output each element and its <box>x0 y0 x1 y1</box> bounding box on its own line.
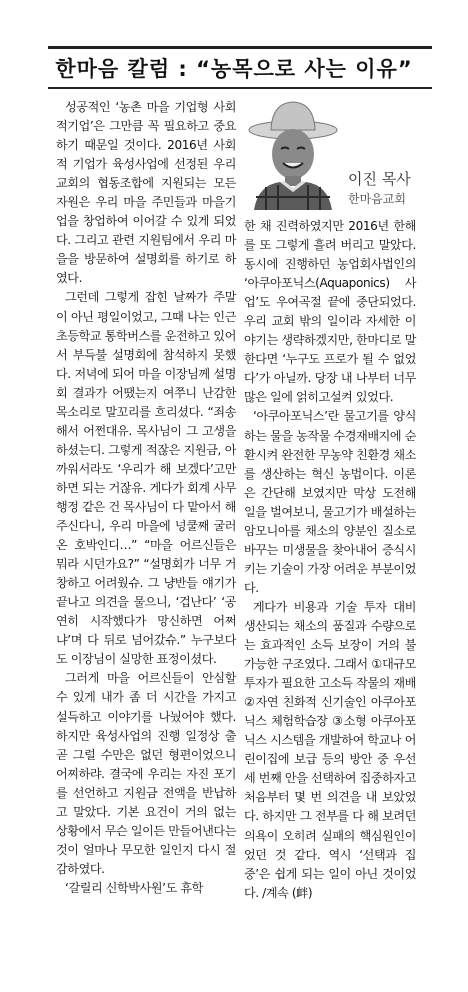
column-headline: 한마음 칼럼 : “농목으로 사는 이유” <box>55 57 413 81</box>
paragraph: ‘갈릴리 신학박사원’도 휴학 <box>65 880 203 895</box>
paragraph: 그러게 마을 어르신들이 안심할 수 있게 내가 좀 더 시간을 가지고 설득하고 이야기를 나눴어야 했다. 하지만 육성사업의 진행 일정상 출곧 그럴 수만은 없던 형편이었으니 어찌하랴. 결국에 우리는 자진 포기를 선언하고 지원금 전액을 반납하고 말았다. 기본 요건이 거의 없는 상황에서 무슨 일이든 만들어낸다는 것이 얼마나 무모한 일인지 다시 절감하였다. <box>56 671 236 876</box>
author-photo <box>244 97 342 210</box>
paragraph: 성공적인 ‘농촌 마을 기업형 사회적기업’은 그만큼 꼭 필요하고 중요하기 때문일 것이다. 2016년 사회적 기업가 육성사업에 선정된 우리 교회의 협동조합에 지원되는 모든 자원은 우리 마을 주민들과 마을기업을 창업하여 이어갈 수 있게 되었다. 그리고 관련 지원팀에서 우리 마을을 방문하여 설명회를 하기로 하였다. <box>56 100 236 286</box>
paragraph: ‘아쿠아포닉스’란 물고기를 양식하는 물을 농작물 수경재배지에 순환시켜 완전한 무농약 친환경 채소를 생산하는 혁신 농법이다. 이론은 간단해 보였지만 막상 도전해 일을 벌여보니, 물고기가 배설하는 암모니아를 채소의 양분인 질소로 바꾸는 미생물을 찾아내어 증식시키는 기술이 가장 어려운 부분이었다. <box>244 409 416 595</box>
author-name: 이진 목사 <box>348 170 411 188</box>
right-text-column <box>244 217 416 977</box>
author-organization: 한마음교회 <box>348 192 406 206</box>
paragraph-continued: 한 채 진력하였지만 2016년 한해를 또 그렇게 흘려 버리고 말았다. 동시에 진행하던 농업회사법인의 ‘아쿠아포닉스(Aquaponics) 사업’도 우여곡절 끝에 중단되었다. 우리 교회 밖의 일이라 자세한 이야기는 생략하겠지만, 한마디로 말한다면 ‘누구도 프로가 될 수 없었다’가 아닐까. 당장 내 나부터 너무 많은 일에 얽히고설켜 있었다. <box>244 219 416 405</box>
left-text-column <box>56 98 236 978</box>
paragraph: 그런데 그렇게 잡힌 날짜가 주말이 아닌 평일이었고, 그때 나는 인근 초등학교 통학버스를 운전하고 있어서 부득불 설명회에 참석하지 못했다. 저녁에 되어 마을 이장님께 설명회 결과가 어땠는지 여쭈니 난감한 목소리로 말꼬리를 흐리셨다. “죄송해서 어쩐대유. 목사님이 그 고생을 하셨는디. 그렇게 적잖은 지원금, 아까워서라도 ‘우리가 해 보겠다’고만 하면 되는 거잖유. 게다가 회계 사무 행정 같은 건 목사님이 다 맡아서 해 주신다니, 우리 마을에 넝쿨째 굴러온 호박인디…” “마을 어르신들은 뭐라 시던가요?” “설명회가 너무 거창하고 어려웠슈. 그 냥반들 얘기가 끝나고 의견을 물으니, ‘겁난다’ ‘공연히 시작했다가 망신하면 어쩌냐’며 다 뒤로 넘어갔슈.” 누구보다도 이장님이 실망한 표정이셨다. <box>56 290 236 667</box>
top-rule <box>48 46 432 49</box>
paragraph: 게다가 비용과 기술 투자 대비 생산되는 채소의 품질과 수량으로는 효과적인 소득 보장이 거의 불가능한 구조였다. 그래서 ①대규모 투자가 필요한 고소득 작물의 재배 ②자연 친화적 신기술인 아쿠아포닉스 체험학습장 ③소형 아쿠아포닉스 시스템을 개발하여 학교나 어린이집에 보급 등의 방안 중 우선 세 번째 안을 선택하여 집중하자고 처음부터 몇 번 의견을 내 보았었다. 하지만 그 전부를 다 해 보려던 의욕이 오히려 실패의 핵심원인이었던 것 같다. 역시 ‘선택과 집중’은 쉽게 되는 일이 아닌 것이었다. /계속 (衅) <box>244 599 416 900</box>
headline-rule <box>48 87 432 89</box>
